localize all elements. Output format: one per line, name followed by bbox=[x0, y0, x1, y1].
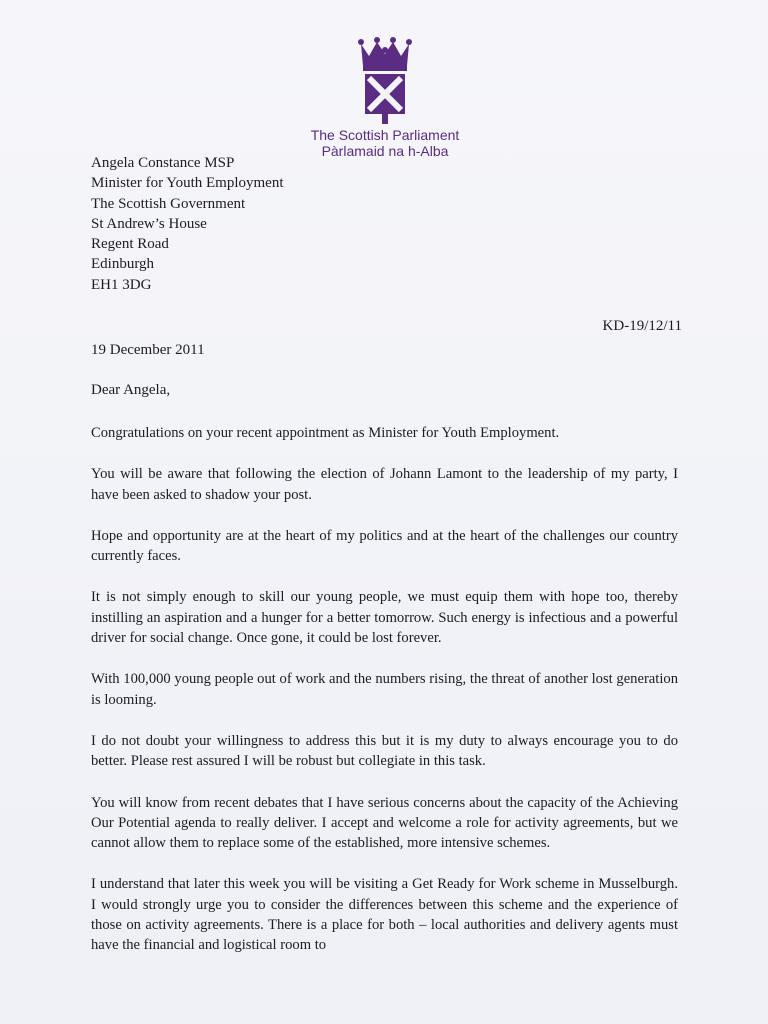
body-paragraph: I understand that later this week you will be visiting a Get Ready for Work scheme in Musselburgh. I would strongly urge you to consider the differences between this scheme and the experience of those on activity agreements. There is a place for both – local authorities and delivery agents must have the financial and logistical room to bbox=[91, 876, 678, 954]
salutation: Dear Angela, bbox=[91, 382, 171, 398]
letter-reference: KD-19/12/11 bbox=[602, 318, 682, 334]
address-line: The Scottish Government bbox=[91, 195, 246, 212]
scottish-parliament-crest-icon bbox=[355, 36, 415, 126]
address-line: St Andrew’s House bbox=[91, 215, 207, 232]
org-name-english: The Scottish Parliament bbox=[310, 127, 460, 143]
body-paragraph: Hope and opportunity are at the heart of my politics and at the heart of the challenges our country currently faces. bbox=[91, 527, 678, 565]
letter-body bbox=[91, 423, 678, 977]
body-paragraph: It is not simply enough to skill our young people, we must equip them with hope too, thereby instilling an aspiration and a hunger for a better tomorrow. Such energy is infectious and a powerful driver for social change. Once gone, it could be lost forever. bbox=[91, 589, 678, 647]
address-line: EH1 3DG bbox=[91, 276, 152, 293]
address-line: Angela Constance MSP bbox=[91, 155, 235, 171]
recipient-address bbox=[91, 153, 284, 295]
letter-date: 19 December 2011 bbox=[91, 342, 205, 358]
body-paragraph: I do not doubt your willingness to address this but it is my duty to always encourage you to do better. Please rest assured I will be robust but collegiate in this task. bbox=[91, 732, 678, 770]
address-line: Minister for Youth Employment bbox=[91, 175, 284, 192]
body-paragraph: With 100,000 young people out of work and the numbers rising, the threat of another lost generation is looming. bbox=[91, 671, 678, 708]
body-paragraph: You will know from recent debates that I have serious concerns about the capacity of the Achieving Our Potential agenda to really deliver. I accept and welcome a role for activity agreements, but we cannot allow them to replace some of the established, more intensive schemes. bbox=[91, 794, 678, 852]
body-paragraph: You will be aware that following the election of Johann Lamont to the leadership of my party, I have been asked to shadow your post. bbox=[91, 466, 678, 503]
address-line: Edinburgh bbox=[91, 256, 155, 273]
body-paragraph: Congratulations on your recent appointment as Minister for Youth Employment. bbox=[91, 425, 560, 441]
address-line: Regent Road bbox=[91, 236, 169, 253]
org-name-gaelic: Pàrlamaid na h-Alba bbox=[321, 143, 449, 159]
